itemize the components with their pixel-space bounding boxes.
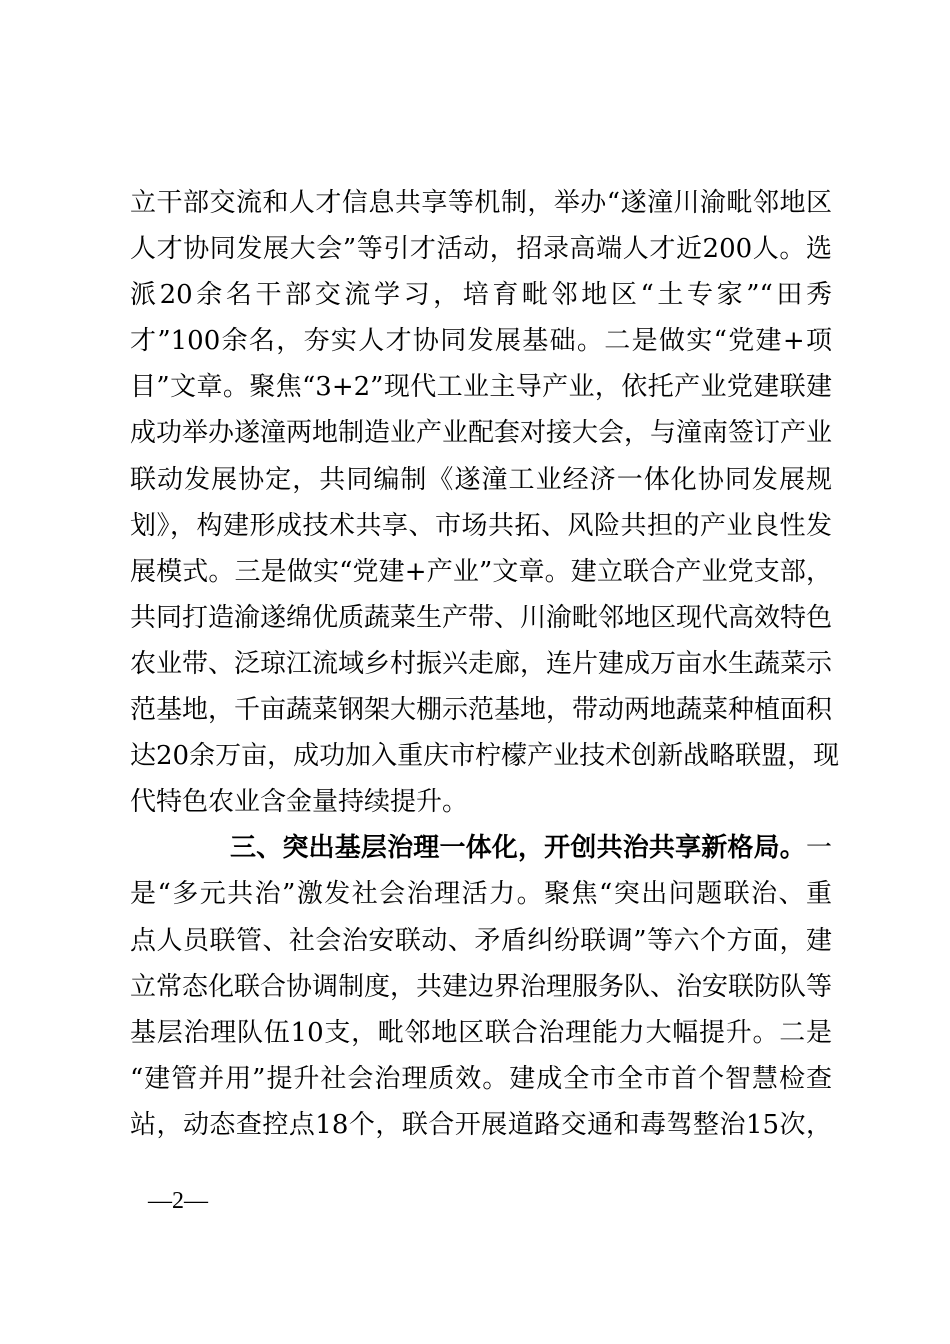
text-line: 联动发展协定，共同编制《遂潼工业经济一体化协同发展规 (130, 464, 832, 495)
text-line: 是“多元共治”激发社会治理活力。聚焦“突出问题联治、重 (130, 879, 832, 910)
text-line: 农业带、泛琼江流域乡村振兴走廊，连片建成万亩水生蔬菜示 (130, 648, 833, 679)
text-line: 共同打造渝遂绵优质蔬菜生产带、川渝毗邻地区现代高效特色 (130, 602, 833, 633)
text-line-tail: 一 (805, 833, 832, 864)
section-heading-line (130, 825, 832, 871)
text-line: 代特色农业含金量持续提升。 (130, 787, 469, 818)
text-line: 目”文章。聚焦“3+2”现代工业主导产业，依托产业党建联建 (130, 372, 832, 403)
text-line: 立常态化联合协调制度，共建边界治理服务队、治安联防队等 (130, 971, 833, 1002)
text-line: 基层治理队伍10支，毗邻地区联合治理能力大幅提升。二是 (130, 1017, 832, 1048)
paragraph-talent-industry (130, 180, 840, 825)
document-body (130, 180, 840, 1148)
text-line: 立干部交流和人才信息共享等机制，举办“遂潼川渝毗邻地区 (130, 188, 832, 218)
section-heading: 三、突出基层治理一体化，开创共治共享新格局。 (230, 833, 806, 864)
text-line: 人才协同发展大会”等引才活动，招录高端人才近200人。选 (130, 234, 832, 265)
text-line: 点人员联管、社会治安联动、矛盾纠纷联调”等六个方面，建 (130, 925, 832, 956)
text-line: “建管并用”提升社会治理质效。建成全市全市首个智慧检查 (130, 1063, 832, 1094)
text-line: 派20余名干部交流学习，培育毗邻地区“土专家”“田秀 (130, 280, 832, 311)
text-line: 范基地，千亩蔬菜钢架大棚示范基地，带动两地蔬菜种植面积 (130, 695, 833, 726)
text-line: 划》，构建形成技术共享、市场共拓、风险共担的产业良性发 (130, 510, 832, 541)
text-line: 才”100余名，夯实人才协同发展基础。二是做实“党建+项 (130, 326, 832, 357)
page-number: —2— (148, 1188, 208, 1214)
text-line: 站，动态查控点18个，联合开展道路交通和毒驾整治15次， (130, 1109, 832, 1140)
text-line: 成功举办遂潼两地制造业产业配套对接大会，与潼南签订产业 (130, 418, 833, 449)
text-line: 达20余万亩，成功加入重庆市柠檬产业技术创新战略联盟，现 (130, 741, 840, 772)
text-line: 展模式。三是做实“党建+产业”文章。建立联合产业党支部， (130, 556, 832, 587)
paragraph-grassroots-governance (130, 825, 832, 1148)
